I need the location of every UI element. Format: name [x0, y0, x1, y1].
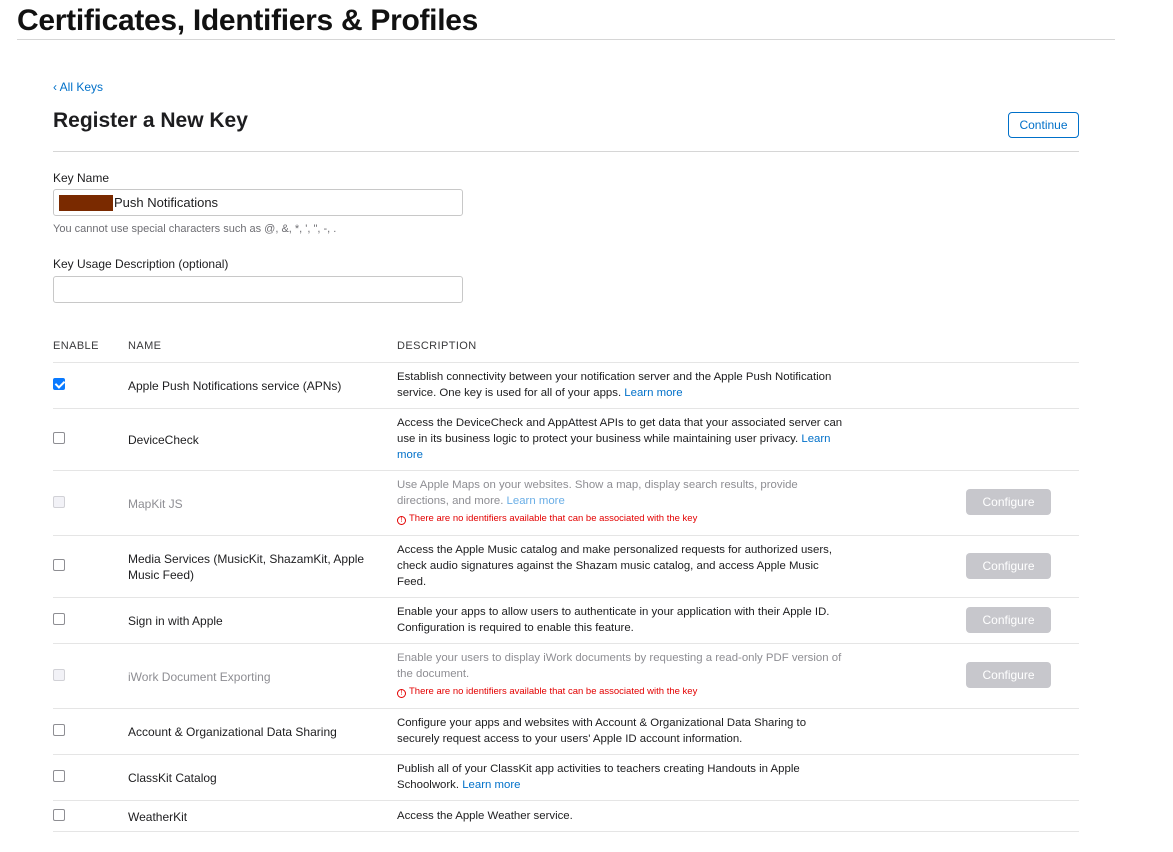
- key-name-input[interactable]: [114, 190, 459, 215]
- usage-description-input[interactable]: [53, 276, 463, 303]
- key-name-field-wrapper: [53, 189, 463, 216]
- column-header-enable: ENABLE: [53, 340, 99, 352]
- iwork-document-exporting-checkbox: [53, 669, 65, 681]
- key-name-label: Key Name: [53, 171, 110, 185]
- service-name: ClassKit Catalog: [128, 771, 217, 785]
- service-description: Publish all of your ClassKit app activities to teachers creating Handouts in Apple Schoolwork. Learn more: [397, 763, 800, 791]
- service-name: MapKit JS: [128, 497, 183, 511]
- service-name: Sign in with Apple: [128, 614, 223, 628]
- media-services-checkbox[interactable]: [53, 559, 65, 571]
- continue-button[interactable]: Continue: [1008, 112, 1079, 138]
- warning-icon: !: [397, 689, 406, 698]
- sign-in-with-apple-configure-button[interactable]: Configure: [966, 607, 1051, 633]
- learn-more-link[interactable]: Learn more: [506, 495, 565, 507]
- section-title: Register a New Key: [53, 109, 248, 132]
- service-description: Access the DeviceCheck and AppAttest APIs to get data that your associated server can use in its business logic to protect your business while maintaining user privacy. Learn more: [397, 417, 843, 461]
- learn-more-link[interactable]: Learn more: [397, 433, 831, 461]
- service-description: Enable your apps to allow users to authenticate in your application with their Apple ID. Configuration is required to enable this feature.: [397, 606, 830, 634]
- service-row-devicecheck: [53, 408, 1079, 470]
- apns-checkbox[interactable]: [53, 378, 65, 390]
- redacted-block: [59, 195, 113, 211]
- key-name-hint: You cannot use special characters such as @, &, *, ', ", -, .: [53, 223, 337, 235]
- service-name: Media Services (MusicKit, ShazamKit, Apple Music Feed): [128, 552, 365, 582]
- service-name: iWork Document Exporting: [128, 670, 271, 684]
- media-services-configure-button[interactable]: Configure: [966, 553, 1051, 579]
- iwork-configure-button[interactable]: Configure: [966, 662, 1051, 688]
- account-org-data-sharing-checkbox[interactable]: [53, 724, 65, 736]
- mapkit-js-checkbox: [53, 496, 65, 508]
- classkit-catalog-checkbox[interactable]: [53, 770, 65, 782]
- service-row-media-services: [53, 535, 1079, 597]
- service-name: WeatherKit: [128, 810, 188, 824]
- service-description: Enable your users to display iWork documents by requesting a read-only PDF version of the document.: [397, 652, 842, 680]
- service-description: Use Apple Maps on your websites. Show a map, display search results, provide directions, and more. Learn more: [397, 479, 798, 507]
- page-title: Certificates, Identifiers & Profiles: [17, 4, 479, 37]
- sign-in-with-apple-checkbox[interactable]: [53, 613, 65, 625]
- service-row-mapkit-js: [53, 470, 1079, 535]
- table-bottom-divider: [53, 831, 1079, 832]
- weatherkit-checkbox[interactable]: [53, 809, 65, 821]
- mapkit-js-configure-button[interactable]: Configure: [966, 489, 1051, 515]
- learn-more-link[interactable]: Learn more: [624, 387, 683, 399]
- service-row-classkit-catalog: [53, 754, 1079, 800]
- service-description: Configure your apps and websites with Account & Organizational Data Sharing to securely request access to your users' Apple ID account information.: [397, 717, 807, 745]
- section-divider: [53, 151, 1079, 152]
- learn-more-link[interactable]: Learn more: [462, 779, 521, 791]
- no-identifiers-warning: ! There are no identifiers available that can be associated with the key: [397, 513, 697, 525]
- warning-icon: !: [397, 516, 406, 525]
- service-row-account-org-data-sharing: [53, 708, 1079, 754]
- service-description: Access the Apple Music catalog and make personalized requests for authorized users, check audio signatures against the Shazam music catalog, and access Apple Music Feed.: [397, 544, 832, 588]
- service-description: Access the Apple Weather service.: [397, 810, 573, 822]
- column-header-description: DESCRIPTION: [397, 340, 477, 352]
- column-header-name: NAME: [128, 340, 162, 352]
- service-row-iwork-document-exporting: [53, 643, 1079, 708]
- service-row-weatherkit: [53, 800, 1079, 831]
- service-name: Account & Organizational Data Sharing: [128, 725, 337, 739]
- title-divider: [17, 39, 1115, 40]
- all-keys-back-link[interactable]: ‹ All Keys: [53, 80, 104, 94]
- service-row-sign-in-with-apple: [53, 597, 1079, 643]
- service-description: Establish connectivity between your notification server and the Apple Push Notification service. One key is used for all of your apps. Learn more: [397, 371, 832, 399]
- devicecheck-checkbox[interactable]: [53, 432, 65, 444]
- no-identifiers-warning: ! There are no identifiers available that can be associated with the key: [397, 686, 697, 698]
- service-name: Apple Push Notifications service (APNs): [128, 379, 342, 393]
- usage-description-label: Key Usage Description (optional): [53, 257, 229, 271]
- service-name: DeviceCheck: [128, 433, 199, 447]
- service-row-apns: [53, 362, 1079, 408]
